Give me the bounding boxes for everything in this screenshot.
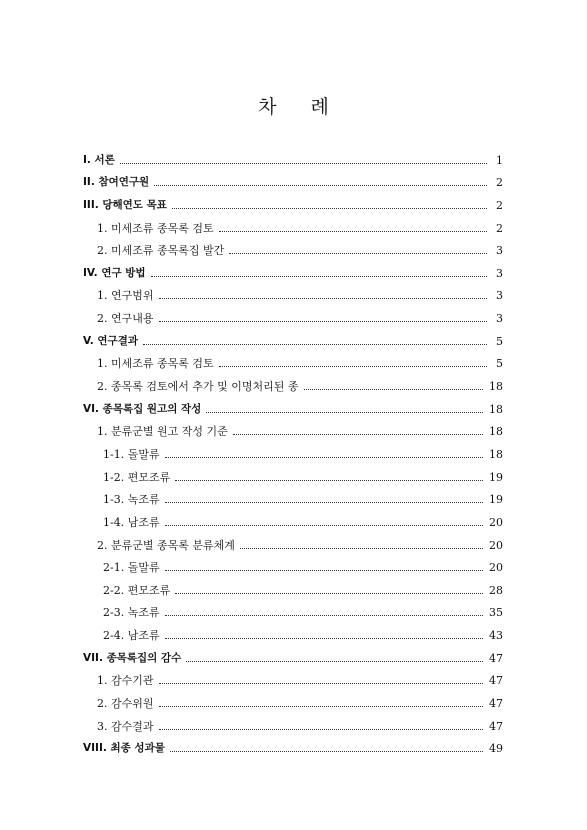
toc-entry-page: 19 (489, 493, 503, 507)
toc-entry-label: 2. 미세조류 종목록집 발간 (97, 244, 225, 258)
toc-entry-page: 47 (489, 651, 503, 665)
toc-leader-dots (154, 185, 487, 186)
toc-leader-dots (170, 751, 483, 752)
toc-entry[interactable] (83, 393, 503, 416)
toc-entry-page: 2 (496, 198, 503, 212)
toc-entry-page: 18 (489, 402, 503, 416)
toc-entry[interactable] (83, 484, 503, 507)
toc-entry-label: I. 서론 (83, 153, 115, 166)
toc-leader-dots (186, 661, 483, 662)
toc-entry[interactable] (83, 325, 503, 348)
toc-leader-dots (175, 593, 483, 594)
toc-entry-label: 1-3. 녹조류 (103, 493, 160, 507)
toc-entry[interactable] (83, 348, 503, 371)
toc-entry-page: 2 (496, 176, 503, 190)
toc-entry-label: 2-1. 돌말류 (103, 561, 160, 575)
toc-leader-dots (159, 683, 484, 684)
toc-entry-page: 5 (496, 334, 503, 348)
toc-entry-page: 47 (489, 719, 503, 733)
toc-entry[interactable] (83, 619, 503, 642)
toc-entry-label: 2-2. 편모조류 (103, 583, 171, 597)
toc-entry-page: 47 (489, 674, 503, 688)
toc-entry[interactable] (83, 597, 503, 620)
toc-entry-label: 3. 감수결과 (97, 719, 154, 733)
toc-entry[interactable] (83, 257, 503, 280)
toc-entry[interactable] (83, 665, 503, 688)
toc-leader-dots (229, 253, 487, 254)
toc-entry[interactable] (83, 529, 503, 552)
toc-entry[interactable] (83, 189, 503, 212)
toc-entry-label: 1. 미세조류 종목록 검토 (97, 221, 214, 235)
toc-entry-label: 2-3. 녹조류 (103, 606, 160, 620)
toc-entry-page: 1 (496, 153, 503, 167)
toc-entry[interactable] (83, 235, 503, 258)
toc-entry-label: 2. 분류군별 종목록 분류체계 (97, 538, 235, 552)
toc-entry[interactable] (83, 461, 503, 484)
toc-entry-page: 3 (496, 244, 503, 258)
toc-entry-page: 20 (489, 561, 503, 575)
toc-entry-page: 35 (489, 606, 503, 620)
toc-entry-label: 2. 연구내용 (97, 312, 154, 326)
toc-entry-label: III. 당해연도 목표 (83, 198, 167, 211)
toc-leader-dots (159, 321, 488, 322)
toc-entry[interactable] (83, 144, 503, 167)
toc-leader-dots (240, 548, 483, 549)
toc-entry-label: 1. 미세조류 종목록 검토 (97, 357, 214, 371)
toc-entry[interactable] (83, 280, 503, 303)
toc-leader-dots (233, 434, 483, 435)
toc-entry-label: 2-4. 남조류 (103, 629, 160, 643)
toc-entry-page: 3 (496, 312, 503, 326)
toc-entry-label: 1. 감수기관 (97, 674, 154, 688)
toc-entry[interactable] (83, 370, 503, 393)
toc-entry[interactable] (83, 642, 503, 665)
toc-entry[interactable] (83, 710, 503, 733)
toc-leader-dots (159, 298, 488, 299)
toc-leader-dots (175, 480, 483, 481)
toc-leader-dots (165, 502, 483, 503)
toc-entry[interactable] (83, 416, 503, 439)
toc-entry-page: 20 (489, 538, 503, 552)
toc-entry-page: 18 (489, 425, 503, 439)
toc-leader-dots (151, 276, 487, 277)
toc-entry-page: 19 (489, 470, 503, 484)
toc-entry[interactable] (83, 167, 503, 190)
table-of-contents (83, 144, 503, 755)
toc-entry-label: VI. 종목록집 원고의 작성 (83, 402, 202, 415)
toc-leader-dots (172, 208, 487, 209)
page-title: 차 례 (258, 96, 343, 118)
toc-entry-label: 1-1. 돌말류 (103, 447, 160, 461)
toc-entry-label: II. 참여연구원 (83, 176, 150, 189)
toc-entry-label: VIII. 최종 성과물 (83, 742, 165, 755)
toc-entry[interactable] (83, 302, 503, 325)
toc-entry[interactable] (83, 733, 503, 756)
toc-leader-dots (165, 570, 483, 571)
toc-entry-label: 2. 종목록 검토에서 추가 및 이명처리된 종 (97, 380, 299, 394)
toc-entry-label: VII. 종목록집의 감수 (83, 651, 182, 664)
toc-entry-label: 1. 분류군별 원고 작성 기준 (97, 425, 228, 439)
toc-entry-label: IV. 연구 방법 (83, 266, 146, 279)
toc-entry-page: 5 (496, 357, 503, 371)
toc-entry-label: 1-2. 편모조류 (103, 470, 171, 484)
toc-entry-page: 2 (496, 221, 503, 235)
toc-entry[interactable] (83, 212, 503, 235)
toc-entry-page: 18 (489, 447, 503, 461)
toc-leader-dots (165, 615, 483, 616)
toc-entry-page: 28 (489, 583, 503, 597)
toc-entry[interactable] (83, 552, 503, 575)
toc-leader-dots (219, 231, 487, 232)
toc-entry[interactable] (83, 687, 503, 710)
toc-entry[interactable] (83, 438, 503, 461)
toc-leader-dots (143, 344, 487, 345)
toc-entry[interactable] (83, 574, 503, 597)
toc-leader-dots (219, 366, 487, 367)
toc-entry-label: 1-4. 남조류 (103, 515, 160, 529)
toc-leader-dots (165, 457, 483, 458)
toc-entry-page: 20 (489, 515, 503, 529)
toc-entry-page: 43 (489, 629, 503, 643)
toc-entry-label: 1. 연구범위 (97, 289, 154, 303)
toc-entry-page: 18 (489, 380, 503, 394)
toc-entry-label: 2. 감수위원 (97, 697, 154, 711)
toc-entry[interactable] (83, 506, 503, 529)
toc-leader-dots (165, 525, 483, 526)
toc-leader-dots (165, 638, 483, 639)
toc-leader-dots (120, 163, 487, 164)
toc-entry-page: 47 (489, 697, 503, 711)
toc-leader-dots (206, 412, 483, 413)
toc-entry-page: 3 (496, 266, 503, 280)
toc-leader-dots (159, 729, 484, 730)
toc-leader-dots (159, 706, 484, 707)
toc-entry-page: 49 (489, 742, 503, 756)
toc-leader-dots (304, 389, 484, 390)
toc-entry-page: 3 (496, 289, 503, 303)
toc-entry-label: V. 연구결과 (83, 334, 138, 347)
